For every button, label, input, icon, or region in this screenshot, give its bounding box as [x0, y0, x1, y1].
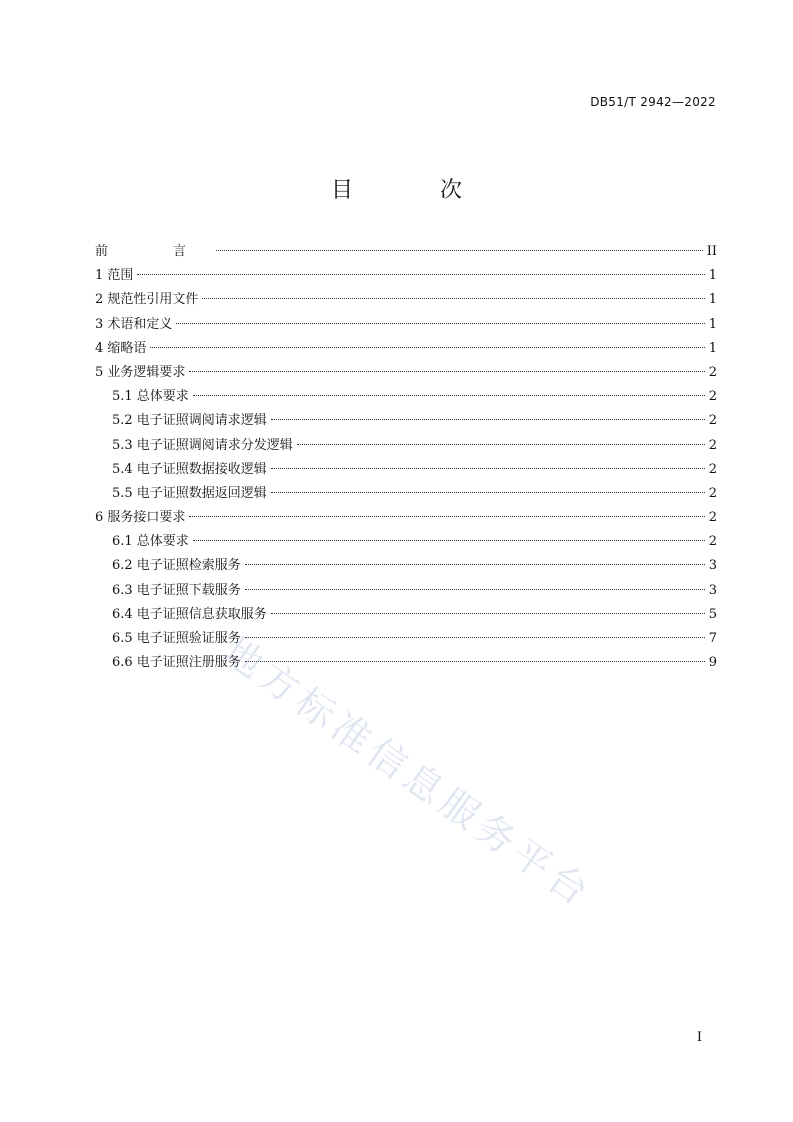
toc-entry[interactable] — [95, 627, 717, 651]
toc-entry[interactable] — [95, 506, 717, 530]
toc-entry-page: 9 — [708, 655, 717, 671]
toc-dot-leader — [216, 250, 703, 251]
toc-entry-page: 1 — [708, 316, 717, 332]
toc-entry-page: 2 — [708, 510, 717, 526]
toc-entry-label: 5.5 电子证照数据返回逻辑 — [112, 485, 267, 501]
toc-entry[interactable] — [95, 240, 717, 264]
toc-entry-page: 5 — [708, 606, 717, 622]
toc-entry-page: 2 — [708, 461, 717, 477]
toc-entry-label: 6.2 电子证照检索服务 — [112, 558, 241, 574]
toc-entry-label: 4 缩略语 — [95, 340, 147, 356]
toc-dot-leader — [193, 395, 705, 396]
toc-entry-label: 6.5 电子证照验证服务 — [112, 631, 241, 646]
toc-dot-leader — [271, 492, 705, 493]
toc-entry[interactable] — [95, 554, 717, 578]
toc-entry-page: 1 — [708, 292, 717, 308]
toc-entry[interactable] — [95, 361, 717, 385]
toc-entry[interactable] — [95, 288, 717, 312]
toc-dot-leader — [245, 589, 705, 590]
toc-entry[interactable] — [95, 651, 717, 675]
toc-entry-page: 1 — [708, 340, 717, 356]
toc-entry-page: 2 — [708, 485, 717, 501]
toc-title: 目 次 — [331, 178, 502, 203]
toc-entry-label: 1 范围 — [95, 268, 134, 284]
toc-entry-label: 6.6 电子证照注册服务 — [112, 655, 241, 671]
toc-entry[interactable] — [95, 313, 717, 337]
toc-entry-page: 2 — [708, 437, 717, 453]
toc-entry-page: 2 — [708, 413, 717, 429]
toc-dot-leader — [176, 323, 704, 324]
toc-dot-leader — [297, 444, 705, 445]
page-number: I — [696, 1030, 702, 1045]
toc-entry[interactable] — [95, 458, 717, 482]
toc-entry-label: 5 业务逻辑要求 — [95, 364, 186, 380]
toc-entry-page: 3 — [708, 582, 717, 598]
toc-entry[interactable] — [95, 530, 717, 554]
toc-entry-page: 1 — [708, 268, 717, 284]
toc-dot-leader — [189, 371, 704, 372]
toc-dot-leader — [245, 637, 705, 638]
toc-entry[interactable] — [95, 434, 717, 458]
toc-entry-label: 2 规范性引用文件 — [95, 292, 199, 308]
toc-dot-leader — [245, 564, 705, 565]
toc-entry-page: II — [706, 244, 717, 259]
toc-dot-leader — [271, 468, 705, 469]
toc-entry-label: 5.3 电子证照调阅请求分发逻辑 — [112, 437, 293, 453]
toc-entry-label: 6.1 总体要求 — [112, 534, 189, 550]
table-of-contents — [95, 240, 717, 675]
toc-entry-label: 5.2 电子证照调阅请求逻辑 — [112, 413, 267, 429]
toc-entry-label: 6.3 电子证照下载服务 — [112, 582, 241, 598]
toc-dot-leader — [137, 274, 704, 275]
toc-entry[interactable] — [95, 409, 717, 433]
toc-entry[interactable] — [95, 482, 717, 506]
toc-entry[interactable] — [95, 385, 717, 409]
toc-entry-page: 2 — [708, 364, 717, 380]
toc-dot-leader — [271, 613, 705, 614]
toc-dot-leader — [202, 298, 704, 299]
toc-entry[interactable] — [95, 337, 717, 361]
toc-entry-label: 5.1 总体要求 — [112, 389, 189, 405]
toc-dot-leader — [193, 540, 705, 541]
toc-entry-label: 6.4 电子证照信息获取服务 — [112, 606, 267, 622]
toc-dot-leader — [245, 661, 705, 662]
toc-dot-leader — [271, 419, 705, 420]
toc-entry-page: 3 — [708, 558, 717, 574]
document-code: DB51/T 2942—2022 — [590, 95, 716, 109]
toc-entry-label: 前 言 — [95, 244, 213, 259]
toc-entry-page: 2 — [708, 534, 717, 550]
watermark: 地方标准信息服务平台 — [215, 628, 601, 918]
toc-dot-leader — [189, 516, 704, 517]
toc-entry-label: 6 服务接口要求 — [95, 510, 186, 526]
toc-entry-page: 2 — [708, 389, 717, 405]
toc-dot-leader — [150, 347, 704, 348]
toc-entry[interactable] — [95, 579, 717, 603]
toc-entry-page: 7 — [708, 631, 717, 646]
toc-entry-label: 5.4 电子证照数据接收逻辑 — [112, 461, 267, 477]
toc-entry[interactable] — [95, 603, 717, 627]
toc-entry-label: 3 术语和定义 — [95, 316, 173, 332]
toc-entry[interactable] — [95, 264, 717, 288]
